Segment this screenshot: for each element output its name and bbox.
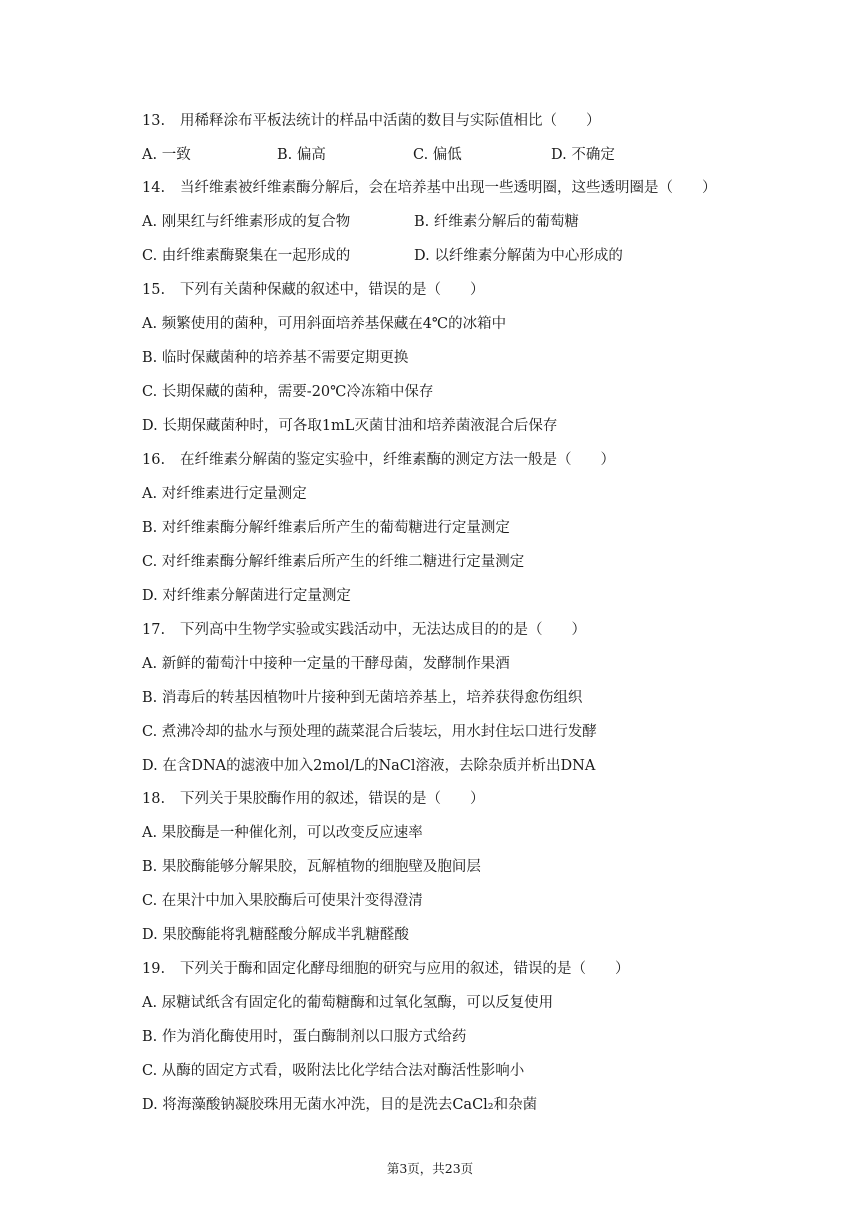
option-18-c: C. 在果汁中加入果胶酶后可使果汁变得澄清: [142, 893, 423, 909]
question-15-stem: [142, 280, 485, 300]
question-text: 下列关于果胶酶作用的叙述，错误的是（ ）: [180, 791, 485, 807]
question-number: 16.: [142, 452, 166, 468]
question-text: 下列有关菌种保藏的叙述中，错误的是（ ）: [180, 282, 485, 298]
option-19-b: B. 作为消化酶使用时，蛋白酶制剂以口服方式给药: [142, 1029, 467, 1045]
option-13-b: B. 偏高: [277, 147, 326, 163]
option-17-b: B. 消毒后的转基因植物叶片接种到无菌培养基上，培养获得愈伤组织: [142, 690, 583, 706]
option-19-c: C. 从酶的固定方式看，吸附法比化学结合法对酶活性影响小: [142, 1063, 525, 1079]
option-17-d: D. 在含DNA的滤液中加入2mol/L的NaCl溶液，去除杂质并析出DNA: [142, 758, 596, 774]
option-13-c: C. 偏低: [413, 147, 462, 163]
option-15-d: D. 长期保藏菌种时，可各取1mL灭菌甘油和培养菌液混合后保存: [142, 418, 558, 434]
option-15-c: C. 长期保藏的菌种，需要-20℃冷冻箱中保存: [142, 384, 434, 400]
question-16-stem: [142, 450, 615, 470]
option-19-d: D. 将海藻酸钠凝胶珠用无菌水冲洗，目的是洗去CaCl₂和杂菌: [142, 1097, 538, 1113]
question-17-stem: [142, 620, 586, 640]
option-19-a: A. 尿糖试纸含有固定化的葡萄糖酶和过氧化氢酶，可以反复使用: [142, 995, 554, 1011]
page-footer: 第3页，共23页: [386, 1161, 474, 1176]
option-14-d: D. 以纤维素分解菌为中心形成的: [414, 248, 623, 264]
question-text: 用稀释涂布平板法统计的样品中活菌的数目与实际值相比（ ）: [180, 113, 601, 129]
option-13-d: D. 不确定: [551, 147, 615, 163]
option-14-c: C. 由纤维素酶聚集在一起形成的: [142, 248, 351, 264]
option-18-b: B. 果胶酶能够分解果胶，瓦解植物的细胞壁及胞间层: [142, 859, 481, 875]
option-14-b: B. 纤维素分解后的葡萄糖: [414, 214, 579, 230]
option-16-a: A. 对纤维素进行定量测定: [142, 486, 307, 502]
question-number: 14.: [142, 180, 166, 196]
question-text: 在纤维素分解菌的鉴定实验中，纤维素酶的测定方法一般是（ ）: [180, 452, 615, 468]
option-15-a: A. 频繁使用的菌种，可用斜面培养基保藏在4℃的冰箱中: [142, 316, 507, 332]
question-14-stem: [142, 178, 717, 198]
question-text: 当纤维素被纤维素酶分解后，会在培养基中出现一些透明圈，这些透明圈是（ ）: [180, 180, 717, 196]
question-number: 19.: [142, 961, 166, 977]
question-18-stem: [142, 789, 485, 809]
option-13-a: A. 一致: [142, 147, 191, 163]
question-number: 17.: [142, 622, 166, 638]
question-number: 18.: [142, 791, 166, 807]
question-number: 15.: [142, 282, 166, 298]
question-number: 13.: [142, 113, 166, 129]
question-text: 下列高中生物学实验或实践活动中，无法达成目的的是（ ）: [180, 622, 586, 638]
option-17-a: A. 新鲜的葡萄汁中接种一定量的干酵母菌，发酵制作果酒: [142, 656, 510, 672]
option-15-b: B. 临时保藏菌种的培养基不需要定期更换: [142, 350, 409, 366]
option-16-b: B. 对纤维素酶分解纤维素后所产生的葡萄糖进行定量测定: [142, 520, 510, 536]
option-16-d: D. 对纤维素分解菌进行定量测定: [142, 588, 351, 604]
option-16-c: C. 对纤维素酶分解纤维素后所产生的纤维二糖进行定量测定: [142, 554, 525, 570]
question-19-stem: [142, 959, 630, 979]
option-18-d: D. 果胶酶能将乳糖醛酸分解成半乳糖醛酸: [142, 927, 409, 943]
option-18-a: A. 果胶酶是一种催化剂，可以改变反应速率: [142, 825, 423, 841]
option-17-c: C. 煮沸冷却的盐水与预处理的蔬菜混合后装坛，用水封住坛口进行发酵: [142, 724, 597, 740]
question-text: 下列关于酶和固定化酵母细胞的研究与应用的叙述，错误的是（ ）: [180, 961, 630, 977]
question-13-stem: [142, 111, 601, 131]
option-14-a: A. 刚果红与纤维素形成的复合物: [142, 214, 351, 230]
